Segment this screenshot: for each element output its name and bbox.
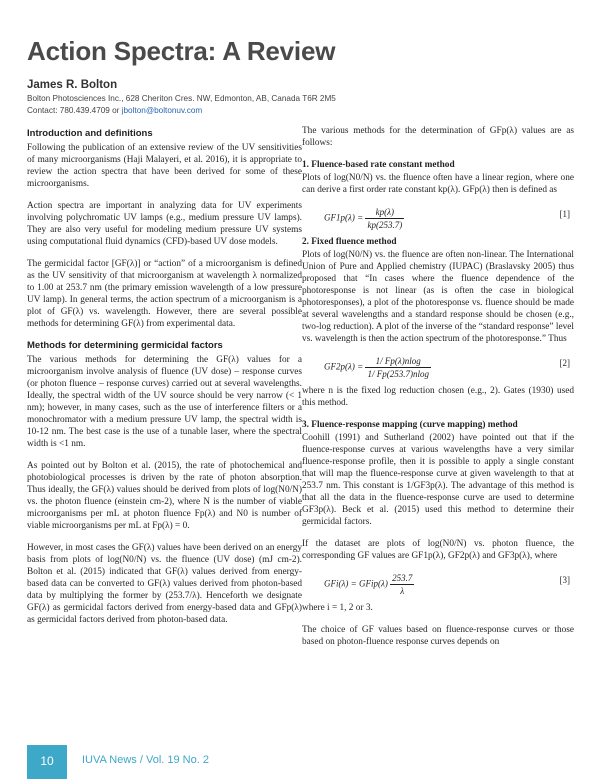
equation-lhs: GFi(λ) = GFip(λ) <box>324 578 388 589</box>
equation-numerator: 1/ Fp(λ)nlog <box>365 355 431 368</box>
contact-label: Contact: 780.439.4709 or <box>27 106 122 115</box>
paragraph: Plots of log(N0/N) vs. the fluence often have a linear region, where one can derive a first order rate constant kp(λ). GFp(λ) then is defined as <box>302 173 574 195</box>
journal-issue: IUVA News / Vol. 19 No. 2 <box>82 754 209 766</box>
paragraph: If the dataset are plots of log(N0/N) vs. photon fluence, the corresponding GF values are GF1p(λ), GF2p(λ) and GF3p(λ), where <box>302 539 574 561</box>
method-heading-1: 1. Fluence-based rate constant method <box>302 160 455 170</box>
method-heading-2: 2. Fixed fluence method <box>302 237 397 247</box>
equation-number: [1] <box>559 209 570 219</box>
page-footer <box>0 743 600 779</box>
equation-2 <box>302 349 574 379</box>
author-name: James R. Bolton <box>27 79 118 91</box>
contact-email-link[interactable]: jbolton@boltonuv.com <box>121 106 203 115</box>
equation-lhs: GF1p(λ) = <box>324 212 364 223</box>
paragraph: Coohill (1991) and Sutherland (2002) have pointed out that if the fluence-response curves at various wavelengths have a very similar fluence-response profile, then it is possible to apply a single constant that will map the fluence-response curve at given wavelength to that at 253.7 nm. This constant is 1/GF3p(λ). The advantage of this method is that all the data in the fluence-response curve are used to determine GF3p(λ). Beck et al. (2015) used this method to determine their germicidal factors. <box>302 433 574 527</box>
paragraph: As pointed out by Bolton et al. (2015), the rate of photochemical and photobiological processes is driven by the rate of photon absorption. Thus ideally, the GF(λ) values should be derived from plots of log(N0/N) vs. the photon fluence (einstein cm-2), where N is the number of viable microorganisms per mL at photon fluence Fp(λ) and N0 is number of viable microorganisms per mL at Fp(λ) = 0. <box>27 461 302 531</box>
right-column <box>302 125 574 658</box>
equation-number: [3] <box>559 575 570 585</box>
paragraph: where n is the fixed log reduction chosen (e.g., 2). Gates (1930) used this method. <box>302 386 574 408</box>
paragraph: The various methods for the determination of GFp(λ) values are as follows: <box>302 126 574 148</box>
left-column <box>27 125 302 636</box>
author-affiliation: Bolton Photosciences Inc., 628 Cheriton Cres. NW, Edmonton, AB, Canada T6R 2M5 <box>27 94 336 103</box>
section-heading-intro: Introduction and definitions <box>27 128 153 139</box>
equation-1 <box>302 200 574 230</box>
paragraph: The choice of GF values based on fluence-response curves or those based on photon-fluence response curves depends on <box>302 625 574 647</box>
paragraph: where i = 1, 2 or 3. <box>302 603 373 613</box>
article-title: Action Spectra: A Review <box>27 36 336 66</box>
equation-lhs: GF2p(λ) = <box>324 361 364 372</box>
equation-denominator: λ <box>400 586 405 596</box>
section-heading-methods: Methods for determining germicidal factors <box>27 340 223 351</box>
equation-number: [2] <box>559 358 570 368</box>
paragraph: Plots of log(N0/N) vs. the fluence are often non-linear. The International Union of Pure and Applied chemistry (IUPAC) (Braslavsky 2005) thus proposed that “In cases where the fluence dependence of the photoresponse is not linear (as is often the case in biological photoresponses), a plot of the photoresponse vs. fluence should be made at several wavelengths and a standard response should be chosen (e.g., two-log reduction). A plot of the inverse of the “standard response” level vs. wavelength is then the action spectrum of the photoresponse.” Thus <box>302 250 574 344</box>
equation-numerator: 253.7 <box>392 573 413 583</box>
paragraph: The various methods for determining the GF(λ) values for a microorganism involve analysis of fluence (UV dose) – response curves (or photon fluence – response curves) carried out at several wavelengths. Ideally, the spectral width of the UV source should be very narrow (< 1 nm); however, in many cases, such as the use of interference filters or a monochromator with a medium pressure UV lamp, the spectral width is 10-12 nm. The best case is the use of a tunable laser, where the spectral width is <1 nm. <box>27 355 302 449</box>
method-heading-3: 3. Fluence-response mapping (curve mapping) method <box>302 420 518 430</box>
equation-3 <box>302 566 574 596</box>
author-contact <box>27 106 202 115</box>
equation-numerator: kp(λ) <box>365 206 404 219</box>
paragraph: The germicidal factor [GF(λ)] or “action” of a microorganism is defined as the UV sensitivity of that microorganism at wavelength λ normalized to 1.00 at 253.7 nm (the primary emission wavelength of a low pressure UV lamp). In general terms, the action spectrum of a microorganism is a plot of GF(λ) vs. wavelength. However, there are several possible methods for determining GF(λ) from experimental data. <box>27 259 302 329</box>
paragraph: Following the publication of an extensive review of the UV sensitivities of many microorganisms (Haji Malayeri, et al. 2016), it is appropriate to review the action spectra that have been derived for some of these microorganisms. <box>27 143 302 189</box>
paragraph: Action spectra are important in analyzing data for UV experiments involving polychromatic UV lamps (e.g., medium pressure UV lamps). They are also very useful for modeling medium pressure UV systems using computational fluid dynamics (CFD)-based UV dose models. <box>27 201 302 247</box>
paragraph: However, in most cases the GF(λ) values have been derived on an energy basis from plots of log(N0/N) vs. the fluence (UV dose) (mJ cm-2). Bolton et al. (2015) indicated that GF(λ) values derived from energy-based data can be converted to GF(λ) values derived from photon-based data by multiplying the former by (253.7/λ). Henceforth we designate GF(λ) as germicidal factors derived from energy-based data and GFp(λ) as germicidal factors derived from photon-based data. <box>27 543 302 625</box>
page-number: 10 <box>40 754 54 768</box>
equation-denominator: 1/ Fp(253.7)nlog <box>367 369 429 379</box>
equation-denominator: kp(253.7) <box>367 220 403 230</box>
